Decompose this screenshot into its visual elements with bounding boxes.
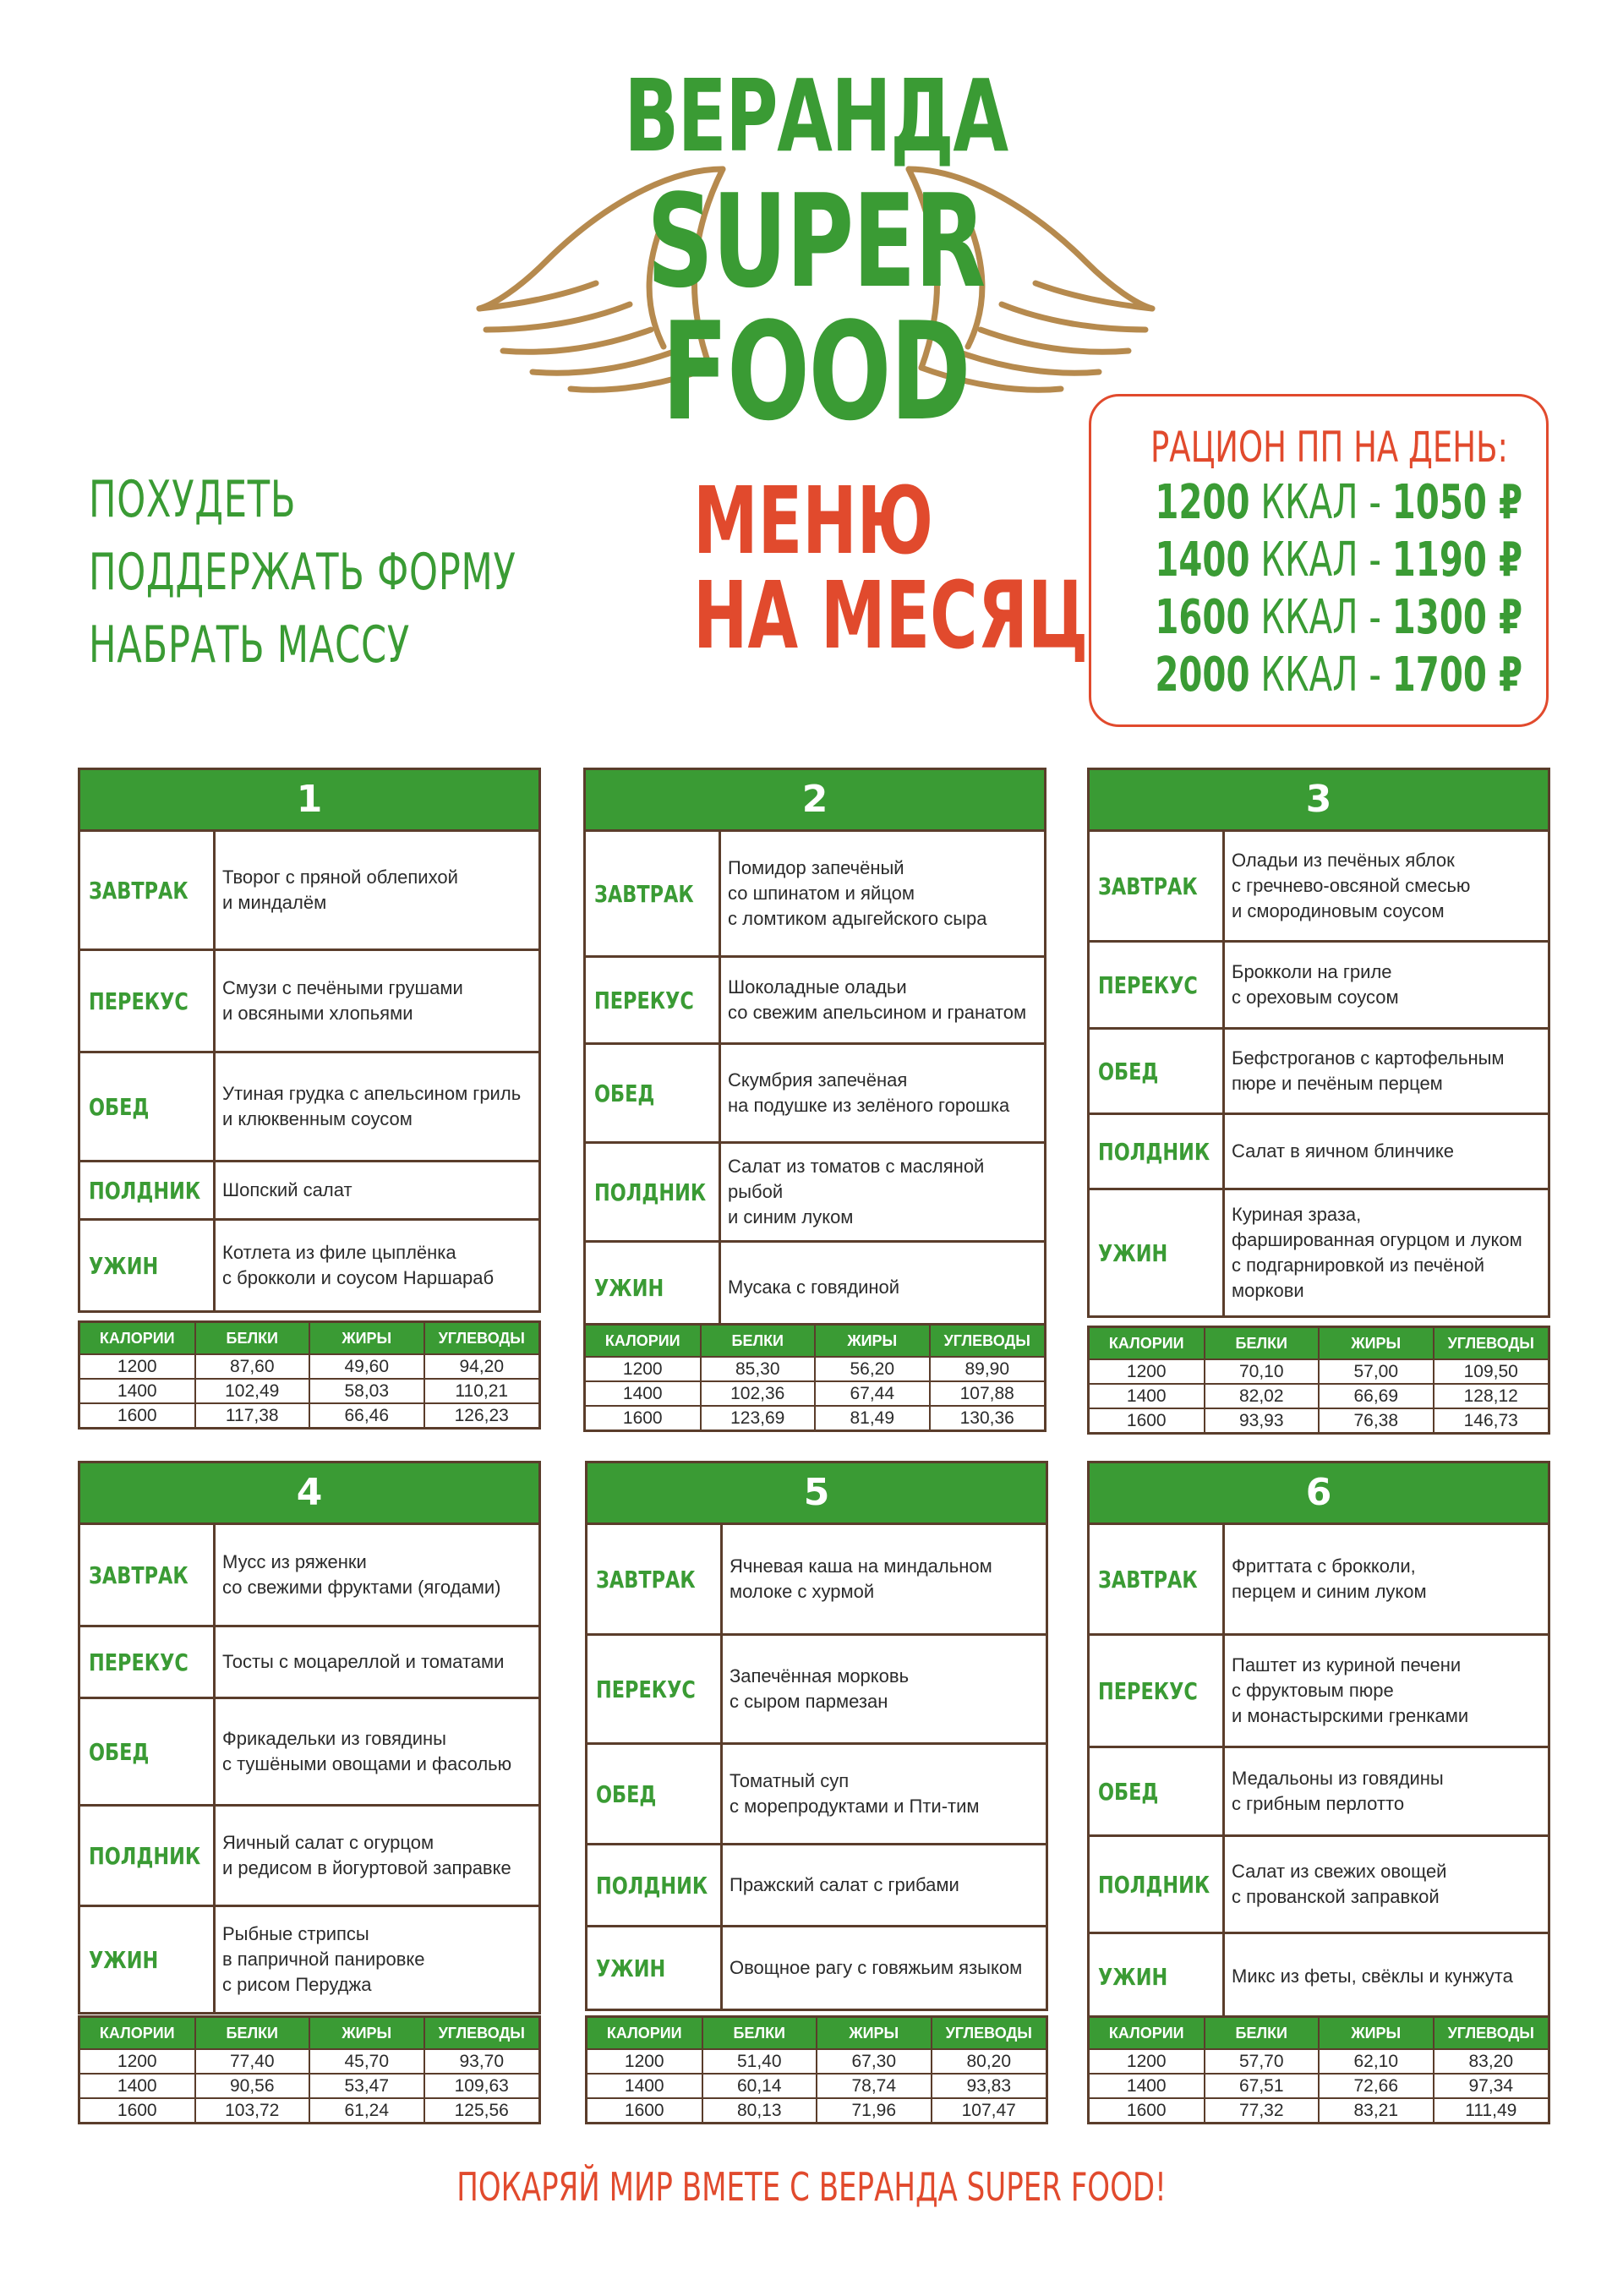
meal-row [587, 1633, 1046, 1742]
meal-name: УЖИН [89, 1945, 159, 1974]
nutrition-row [80, 2049, 538, 2074]
menu-title-line: НА МЕСЯЦ [693, 561, 1089, 670]
nutrition-cell: 1600 [80, 1403, 195, 1427]
goals-list [89, 463, 682, 681]
meal-name-cell [80, 1627, 216, 1697]
goal-item: НАБРАТЬ МАССУ [89, 615, 410, 675]
meal-name-cell [587, 1525, 723, 1633]
meal-row [1090, 940, 1548, 1027]
meal-name: ПЕРЕКУС [89, 1648, 189, 1676]
meal-row [587, 1925, 1046, 2009]
nutrition-cell: 1200 [587, 2049, 702, 2074]
nutrition-header: ЖИРЫ [309, 1323, 424, 1354]
meal-dish: Шоколадные оладьи со свежим апельсином и гранатом [728, 976, 1027, 1023]
nutrition-cell: 83,20 [1434, 2049, 1549, 2074]
meal-name-cell [80, 1807, 216, 1905]
meal-dish: Тосты с моцареллой и томатами [222, 1651, 505, 1672]
logo [469, 51, 1162, 451]
meal-row [80, 1160, 538, 1218]
meal-name-cell [1090, 1525, 1225, 1633]
meal-name-cell [1090, 832, 1225, 940]
meal-name-cell [80, 1907, 216, 2012]
nutrition-cell: 102,36 [701, 1381, 816, 1406]
meal-row [587, 1843, 1046, 1925]
nutrition-cell: 109,50 [1434, 1359, 1549, 1384]
meals-table [585, 1525, 1048, 2011]
meal-name: ПОЛДНИК [1098, 1870, 1210, 1899]
nutrition-row [80, 1403, 538, 1427]
meal-dish: Утиная грудка с апельсином гриль и клюквенным соусом [222, 1083, 522, 1129]
meal-dish: Салат из томатов с масляной рыбой и синим луком [728, 1156, 985, 1227]
meal-row [586, 1141, 1044, 1240]
meal-row [1090, 1633, 1548, 1746]
nutrition-cell: 1600 [80, 2098, 195, 2122]
meal-name-cell [1090, 1934, 1225, 2019]
nutrition-cell: 51,40 [702, 2049, 817, 2074]
footer-slogan: ПОКАРЯЙ МИР ВМЕТЕ С ВЕРАНДА SUPER FOOD! [456, 2164, 1167, 2210]
day-number: 4 [78, 1461, 541, 1525]
meal-name-cell [586, 832, 721, 955]
meal-name-cell [586, 958, 721, 1042]
meal-row [1090, 1525, 1548, 1633]
meal-name: УЖИН [1098, 1962, 1168, 1991]
nutrition-cell: 70,10 [1205, 1359, 1320, 1384]
nutrition-cell: 83,21 [1319, 2098, 1434, 2122]
meal-dish: Шопский салат [222, 1179, 352, 1200]
meal-dish: Бефстроганов с картофельным пюре и печёным перцем [1232, 1047, 1505, 1094]
ration-kcal: 1200 [1155, 475, 1250, 530]
meal-dish: Фриттата с брокколи, перцем и синим луком [1232, 1555, 1427, 1602]
nutrition-header: УГЛЕВОДЫ [930, 1326, 1045, 1357]
meal-name: ЗАВТРАК [594, 879, 694, 908]
day-card-3 [1087, 768, 1550, 1318]
day-number: 3 [1087, 768, 1550, 832]
meal-name-cell [586, 1045, 721, 1141]
meal-dish: Скумбрия запечёная на подушке из зелёного горошка [728, 1069, 1010, 1116]
nutrition-header: УГЛЕВОДЫ [424, 2018, 539, 2049]
day-card-6 [1087, 1461, 1550, 2021]
nutrition-cell: 57,70 [1205, 2049, 1320, 2074]
nutrition-header: УГЛЕВОДЫ [1434, 1328, 1549, 1359]
nutrition-cell: 71,96 [817, 2098, 932, 2122]
nutrition-header: КАЛОРИИ [80, 2018, 195, 2049]
menu-title-line: МЕНЮ [693, 467, 934, 575]
meal-name-cell [80, 1053, 216, 1160]
nutrition-table-2 [583, 1323, 1046, 1432]
nutrition-cell: 1200 [80, 1354, 195, 1379]
nutrition-cell: 67,51 [1205, 2074, 1320, 2098]
meal-name: ЗАВТРАК [89, 876, 189, 905]
ration-price: 1300 ₽ [1391, 590, 1523, 645]
meal-name-cell [587, 1745, 723, 1843]
nutrition-cell: 123,69 [701, 1406, 816, 1430]
nutrition-cell: 110,21 [424, 1379, 539, 1403]
nutrition-cell: 109,63 [424, 2074, 539, 2098]
meal-name-cell [1090, 1115, 1225, 1188]
nutrition-row [586, 1406, 1044, 1430]
day-card-1 [78, 768, 541, 1313]
meal-dish: Салат в яичном блинчике [1232, 1140, 1454, 1162]
nutrition-header: КАЛОРИИ [586, 1326, 701, 1357]
nutrition-header: ЖИРЫ [309, 2018, 424, 2049]
meal-name: ЗАВТРАК [89, 1561, 189, 1589]
meal-dish: Брокколи на гриле с ореховым соусом [1232, 961, 1399, 1008]
nutrition-cell: 128,12 [1434, 1384, 1549, 1408]
nutrition-cell: 66,46 [309, 1403, 424, 1427]
nutrition-cell: 1400 [587, 2074, 702, 2098]
meal-name-cell [80, 1162, 216, 1218]
nutrition-header: ЖИРЫ [1319, 2018, 1434, 2049]
nutrition-cell: 62,10 [1319, 2049, 1434, 2074]
nutrition-cell: 117,38 [195, 1403, 310, 1427]
meal-name: ЗАВТРАК [1098, 872, 1198, 900]
nutrition-cell: 87,60 [195, 1354, 310, 1379]
ration-row [1155, 647, 1523, 704]
meal-row [80, 1905, 538, 2012]
nutrition-row [1090, 2049, 1548, 2074]
nutrition-cell: 90,56 [195, 2074, 310, 2098]
meal-dish: Оладьи из печёных яблок с гречнево-овсяной смесью и смородиновым соусом [1232, 850, 1471, 921]
ration-unit: ККАЛ - [1260, 475, 1381, 530]
nutrition-header: БЕЛКИ [195, 1323, 310, 1354]
meal-name-cell [1090, 943, 1225, 1027]
nutrition-cell: 93,93 [1205, 1408, 1320, 1432]
nutrition-row [1090, 2098, 1548, 2122]
nutrition-cell: 80,13 [702, 2098, 817, 2122]
meal-name: ПЕРЕКУС [1098, 1676, 1198, 1705]
ration-price: 1700 ₽ [1391, 648, 1523, 702]
meal-dish: Творог с пряной облепихой и миндалём [222, 866, 458, 913]
nutrition-table-4 [78, 2015, 541, 2124]
goal-item: ПОДДЕРЖАТЬ ФОРМУ [89, 543, 516, 602]
nutrition-cell: 77,32 [1205, 2098, 1320, 2122]
nutrition-table-6 [1087, 2015, 1550, 2124]
meal-name-cell [1090, 1748, 1225, 1834]
meal-dish: Смузи с печёными грушами и овсяными хлопьями [222, 977, 463, 1024]
nutrition-cell: 107,47 [932, 2098, 1046, 2122]
nutrition-cell: 1200 [586, 1357, 701, 1381]
meal-name: УЖИН [89, 1251, 159, 1280]
goal-item: ПОХУДЕТЬ [89, 470, 297, 529]
nutrition-cell: 93,83 [932, 2074, 1046, 2098]
nutrition-cell: 72,66 [1319, 2074, 1434, 2098]
nutrition-table-1 [78, 1320, 541, 1430]
nutrition-cell: 78,74 [817, 2074, 932, 2098]
meal-name-cell [587, 1636, 723, 1742]
meal-row [1090, 1932, 1548, 2019]
nutrition-cell: 1400 [1090, 1384, 1205, 1408]
nutrition-cell: 1600 [1090, 2098, 1205, 2122]
day-card-4 [78, 1461, 541, 2014]
meal-dish: Мусс из ряженки со свежими фруктами (ягодами) [222, 1551, 501, 1598]
nutrition-row [80, 2098, 538, 2122]
meal-name: УЖИН [596, 1954, 666, 1982]
meal-name-cell [1090, 1636, 1225, 1746]
meal-name-cell [586, 1243, 721, 1332]
nutrition-cell: 1200 [1090, 1359, 1205, 1384]
ration-row [1155, 474, 1523, 532]
meal-row [80, 1625, 538, 1697]
nutrition-cell: 107,88 [930, 1381, 1045, 1406]
meal-row [80, 948, 538, 1051]
meal-dish: Мусака с говядиной [728, 1276, 900, 1298]
meals-table [583, 832, 1046, 1335]
meal-row [80, 1804, 538, 1905]
meal-name: ОБЕД [594, 1079, 655, 1107]
meal-name: ПЕРЕКУС [596, 1675, 696, 1703]
meal-name-cell [1090, 1030, 1225, 1112]
nutrition-cell: 85,30 [701, 1357, 816, 1381]
meal-name-cell [586, 1144, 721, 1240]
nutrition-row [586, 1381, 1044, 1406]
meal-name: ОБЕД [89, 1092, 150, 1121]
nutrition-cell: 1400 [80, 1379, 195, 1403]
meal-name: УЖИН [1098, 1238, 1168, 1267]
nutrition-cell: 60,14 [702, 2074, 817, 2098]
ration-price: 1190 ₽ [1391, 533, 1523, 588]
meal-dish: Паштет из куриной печени с фруктовым пюре и монастырскими гренками [1232, 1654, 1469, 1726]
nutrition-cell: 1200 [80, 2049, 195, 2074]
nutrition-cell: 126,23 [424, 1403, 539, 1427]
meal-dish: Яичный салат с огурцом и редисом в йогуртовой заправке [222, 1832, 511, 1878]
nutrition-table-3 [1087, 1326, 1550, 1435]
meal-row [80, 1218, 538, 1310]
nutrition-cell: 1400 [586, 1381, 701, 1406]
ration-row [1155, 589, 1523, 647]
nutrition-cell: 97,34 [1434, 2074, 1549, 2098]
meal-row [1090, 1746, 1548, 1834]
nutrition-header: КАЛОРИИ [1090, 1328, 1205, 1359]
nutrition-row [1090, 1408, 1548, 1432]
nutrition-cell: 103,72 [195, 2098, 310, 2122]
nutrition-cell: 1400 [80, 2074, 195, 2098]
day-number: 1 [78, 768, 541, 832]
menu-title [642, 467, 1089, 670]
meal-dish: Медальоны из говядины с грибным перлотто [1232, 1768, 1444, 1814]
nutrition-header: БЕЛКИ [195, 2018, 310, 2049]
meal-name: ОБЕД [1098, 1777, 1159, 1806]
meal-dish: Фрикадельки из говядины с тушёными овощами и фасолью [222, 1728, 512, 1774]
nutrition-header: КАЛОРИИ [1090, 2018, 1205, 2049]
meal-row [587, 1525, 1046, 1633]
meal-dish: Рыбные стрипсы в папричной панировке с рисом Перуджа [222, 1923, 425, 1995]
nutrition-header: БЕЛКИ [701, 1326, 816, 1357]
nutrition-cell: 66,69 [1319, 1384, 1434, 1408]
nutrition-row [80, 2074, 538, 2098]
nutrition-header: ЖИРЫ [815, 1326, 930, 1357]
day-number: 2 [583, 768, 1046, 832]
nutrition-header: ЖИРЫ [1319, 1328, 1434, 1359]
day-card-2 [583, 768, 1046, 1335]
nutrition-header: УГЛЕВОДЫ [1434, 2018, 1549, 2049]
nutrition-header: ЖИРЫ [817, 2018, 932, 2049]
nutrition-row [587, 2049, 1046, 2074]
meal-name-cell [587, 1927, 723, 2009]
nutrition-cell: 130,36 [930, 1406, 1045, 1430]
ration-unit: ККАЛ - [1260, 533, 1381, 588]
meal-row [1090, 832, 1548, 940]
meals-table [1087, 1525, 1550, 2021]
day-number: 6 [1087, 1461, 1550, 1525]
meals-table [1087, 832, 1550, 1318]
meal-name-cell [80, 832, 216, 948]
nutrition-row [587, 2074, 1046, 2098]
meal-row [586, 832, 1044, 955]
nutrition-cell: 80,20 [932, 2049, 1046, 2074]
meal-name-cell [80, 1221, 216, 1310]
meal-name-cell [80, 951, 216, 1051]
meal-dish: Помидор запечёный со шпинатом и яйцом с ломтиком адыгейского сыра [728, 857, 987, 929]
nutrition-header: КАЛОРИИ [587, 2018, 702, 2049]
nutrition-cell: 1200 [1090, 2049, 1205, 2074]
meal-row [80, 832, 538, 948]
ration-unit: ККАЛ - [1260, 648, 1381, 702]
nutrition-cell: 58,03 [309, 1379, 424, 1403]
meal-dish: Овощное рагу с говяжьим языком [730, 1957, 1023, 1978]
meal-dish: Запечённая морковь с сыром пармезан [730, 1665, 910, 1712]
nutrition-cell: 1400 [1090, 2074, 1205, 2098]
nutrition-cell: 146,73 [1434, 1408, 1549, 1432]
meal-name: ОБЕД [89, 1737, 150, 1766]
meal-dish: Пражский салат с грибами [730, 1874, 959, 1895]
nutrition-cell: 125,56 [424, 2098, 539, 2122]
nutrition-cell: 89,90 [930, 1357, 1045, 1381]
meal-name: ЗАВТРАК [1098, 1565, 1198, 1594]
meal-name-cell [80, 1525, 216, 1625]
meal-name: ОБЕД [596, 1779, 657, 1808]
nutrition-row [586, 1357, 1044, 1381]
meal-name: ПЕРЕКУС [89, 987, 189, 1015]
ration-kcal: 1400 [1155, 533, 1250, 588]
ration-kcal: 1600 [1155, 590, 1250, 645]
meal-row [1090, 1027, 1548, 1112]
nutrition-cell: 82,02 [1205, 1384, 1320, 1408]
nutrition-row [587, 2098, 1046, 2122]
meal-name-cell [80, 1699, 216, 1804]
meal-name: ПЕРЕКУС [1098, 970, 1198, 999]
meal-name: УЖИН [594, 1273, 664, 1302]
ration-title: РАЦИОН ПП НА ДЕНЬ: [1150, 423, 1508, 472]
nutrition-cell: 102,49 [195, 1379, 310, 1403]
nutrition-row [1090, 1384, 1548, 1408]
meal-name: ПОЛДНИК [1098, 1137, 1210, 1166]
meals-table [78, 1525, 541, 2014]
nutrition-row [1090, 1359, 1548, 1384]
nutrition-cell: 1600 [587, 2098, 702, 2122]
ration-price-box [1089, 394, 1549, 727]
nutrition-row [80, 1354, 538, 1379]
meal-name-cell [1090, 1837, 1225, 1932]
meal-name: ПЕРЕКУС [594, 986, 694, 1014]
nutrition-cell: 45,70 [309, 2049, 424, 2074]
nutrition-header: БЕЛКИ [1205, 2018, 1320, 2049]
meal-row [587, 1742, 1046, 1843]
meal-row [1090, 1834, 1548, 1932]
meals-table [78, 832, 541, 1313]
nutrition-row [1090, 2074, 1548, 2098]
logo-text-food: FOOD [661, 292, 970, 451]
meal-row [80, 1051, 538, 1160]
meal-name: ЗАВТРАК [596, 1565, 696, 1594]
meal-name: ПОЛДНИК [594, 1178, 707, 1206]
meal-name: ОБЕД [1098, 1057, 1159, 1085]
nutrition-cell: 57,00 [1319, 1359, 1434, 1384]
ration-price: 1050 ₽ [1391, 475, 1523, 530]
nutrition-cell: 53,47 [309, 2074, 424, 2098]
nutrition-header: БЕЛКИ [702, 2018, 817, 2049]
meal-row [586, 1042, 1044, 1141]
meal-row [1090, 1112, 1548, 1188]
logo-text-veranda: ВЕРАНДА [624, 57, 1008, 174]
logo-text-super: SUPER [647, 167, 985, 316]
nutrition-cell: 67,30 [817, 2049, 932, 2074]
ration-unit: ККАЛ - [1260, 590, 1381, 645]
nutrition-cell: 94,20 [424, 1354, 539, 1379]
meal-name: ПОЛДНИК [89, 1841, 201, 1870]
ration-kcal: 2000 [1155, 648, 1250, 702]
meal-row [80, 1697, 538, 1804]
nutrition-cell: 111,49 [1434, 2098, 1549, 2122]
nutrition-table-5 [585, 2015, 1048, 2124]
nutrition-cell: 76,38 [1319, 1408, 1434, 1432]
nutrition-header: БЕЛКИ [1205, 1328, 1320, 1359]
nutrition-cell: 61,24 [309, 2098, 424, 2122]
nutrition-cell: 49,60 [309, 1354, 424, 1379]
meal-dish: Томатный суп с морепродуктами и Пти-тим [730, 1770, 980, 1817]
day-card-5 [585, 1461, 1048, 2011]
nutrition-cell: 56,20 [815, 1357, 930, 1381]
meal-row [1090, 1188, 1548, 1315]
meal-name: ПОЛДНИК [89, 1176, 201, 1205]
nutrition-header: УГЛЕВОДЫ [424, 1323, 539, 1354]
day-number: 5 [585, 1461, 1048, 1525]
meal-dish: Микс из феты, свёклы и кунжута [1232, 1965, 1513, 1987]
nutrition-cell: 81,49 [815, 1406, 930, 1430]
meal-name-cell [587, 1845, 723, 1925]
meal-row [80, 1525, 538, 1625]
meal-row [586, 955, 1044, 1042]
meal-dish: Салат из свежих овощей с прованской заправкой [1232, 1861, 1447, 1907]
nutrition-cell: 1600 [1090, 1408, 1205, 1432]
nutrition-header: УГЛЕВОДЫ [932, 2018, 1046, 2049]
meal-dish: Котлета из филе цыплёнка с брокколи и соусом Наршараб [222, 1242, 495, 1288]
ration-row [1155, 532, 1523, 589]
nutrition-cell: 1600 [586, 1406, 701, 1430]
nutrition-cell: 93,70 [424, 2049, 539, 2074]
meal-name: ПОЛДНИК [596, 1871, 708, 1900]
meal-dish: Куриная зраза, фаршированная огурцом и луком с подгарнировкой из печёной моркови [1232, 1204, 1522, 1301]
nutrition-header: КАЛОРИИ [80, 1323, 195, 1354]
nutrition-cell: 77,40 [195, 2049, 310, 2074]
meal-dish: Ячневая каша на миндальном молоке с хурмой [730, 1555, 992, 1602]
nutrition-row [80, 1379, 538, 1403]
meal-row [586, 1240, 1044, 1332]
meal-name-cell [1090, 1190, 1225, 1315]
nutrition-cell: 67,44 [815, 1381, 930, 1406]
